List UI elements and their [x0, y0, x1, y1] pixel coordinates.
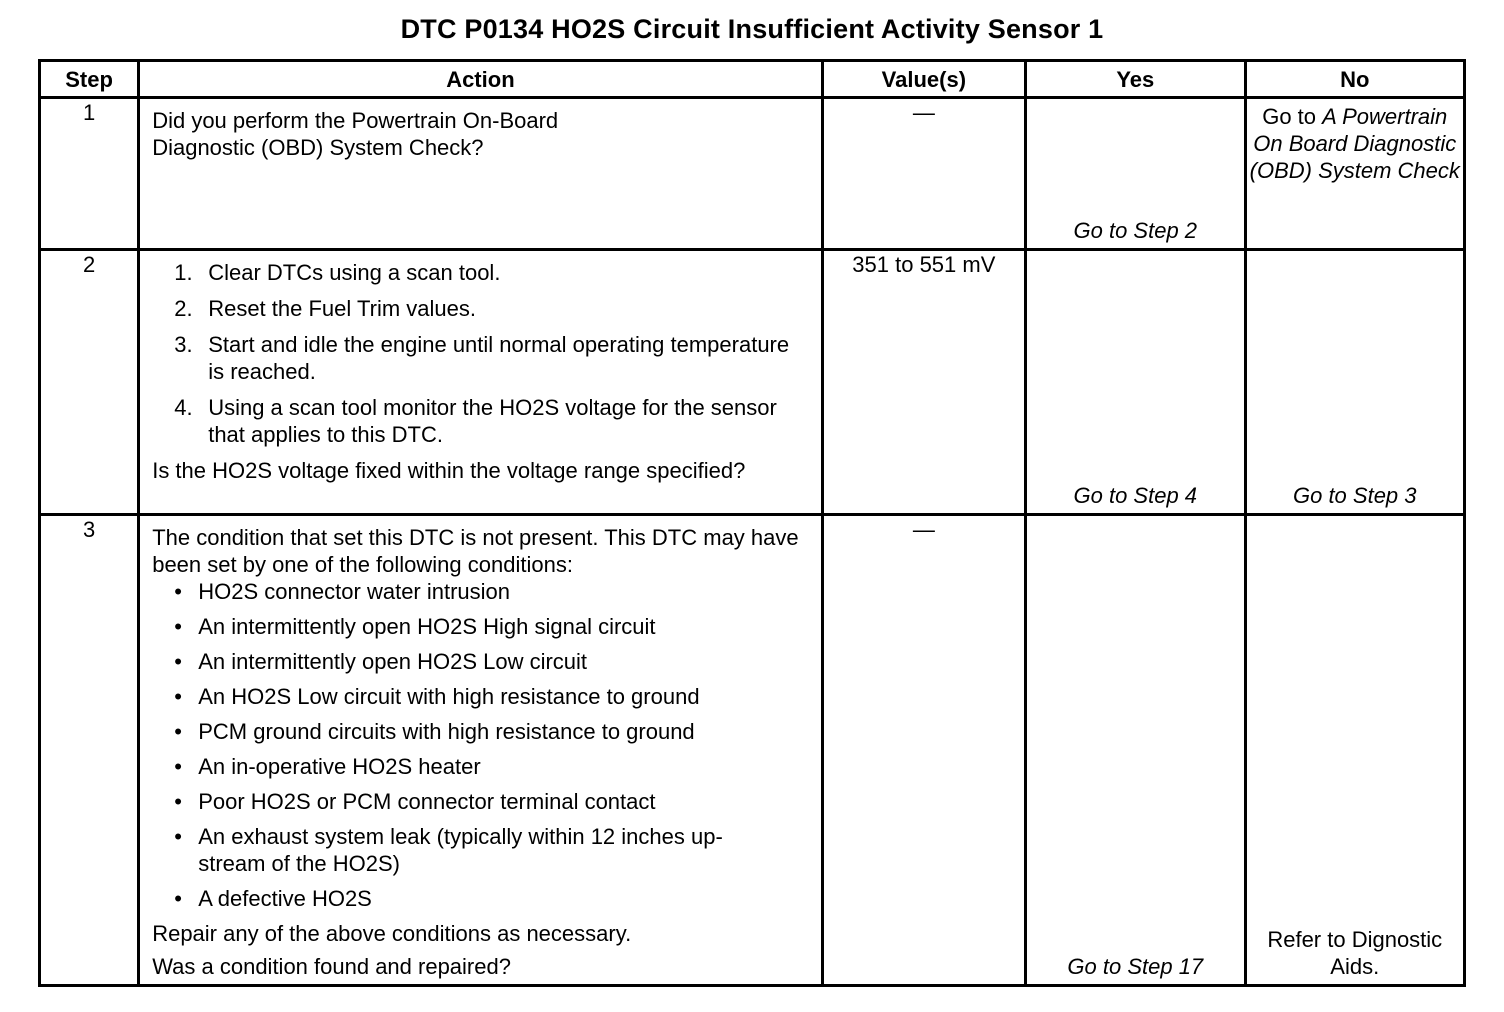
no-link[interactable]: [1247, 103, 1463, 184]
step-number: 2: [40, 250, 139, 515]
action-question: Was a condition found and repaired?: [152, 954, 511, 979]
header-step: Step: [40, 61, 139, 98]
action-cell: [139, 250, 822, 515]
value-cell: 351 to 551 mV: [822, 250, 1025, 515]
list-item: 1. Clear DTCs using a scan tool.: [174, 260, 501, 285]
no-reference[interactable]: Refer to Dignostic Aids.: [1267, 927, 1443, 979]
action-text: Did you perform the Powertrain On-Board Diagnostic (OBD) System Check?: [152, 108, 559, 160]
list-item: • HO2S connector water intrusion: [152, 578, 810, 605]
table-row: [40, 98, 1465, 250]
table-row: [40, 250, 1465, 515]
list-item: • An exhaust system leak (typically within 12 inches up-stream of the HO2S): [152, 823, 810, 877]
list-item: • An intermittently open HO2S High signal circuit: [152, 613, 810, 640]
list-item: • A defective HO2S: [152, 885, 810, 912]
yes-link[interactable]: Go to Step 4: [1073, 483, 1198, 508]
list-item: • PCM ground circuits with high resistance to ground: [152, 718, 810, 745]
yes-cell: [1026, 250, 1245, 515]
list-item: • An HO2S Low circuit with high resistance to ground: [152, 683, 810, 710]
step-number: 1: [40, 98, 139, 250]
procedure-list: [152, 259, 810, 448]
table-header-row: [40, 61, 1465, 98]
action-cell: [139, 98, 822, 250]
no-cell: [1245, 250, 1464, 515]
list-item: • An intermittently open HO2S Low circuit: [152, 648, 810, 675]
header-no: No: [1245, 61, 1464, 98]
value-cell: —: [822, 98, 1025, 250]
no-cell: [1245, 98, 1464, 250]
list-item: 2. Reset the Fuel Trim values.: [174, 296, 476, 321]
condition-list: [152, 578, 810, 912]
page-title: DTC P0134 HO2S Circuit Insufficient Activity Sensor 1: [400, 14, 1104, 44]
list-item: • Poor HO2S or PCM connector terminal contact: [152, 788, 810, 815]
no-cell: [1245, 515, 1464, 986]
value-cell: —: [822, 515, 1025, 986]
table-row: [40, 515, 1465, 986]
action-question: Is the HO2S voltage fixed within the voltage range specified?: [152, 458, 746, 483]
header-values: Value(s): [822, 61, 1025, 98]
list-item: • An in-operative HO2S heater: [152, 753, 810, 780]
diagnostic-table: [38, 59, 1466, 987]
no-link[interactable]: Go to Step 3: [1292, 483, 1417, 508]
header-yes: Yes: [1026, 61, 1245, 98]
no-prefix: Go to: [1262, 104, 1317, 129]
action-repair-note: Repair any of the above conditions as necessary.: [152, 921, 632, 946]
no-link-title: A Powertrain On Board Diagnostic (OBD) System Check: [1249, 104, 1460, 183]
yes-cell: [1026, 515, 1245, 986]
step-number: 3: [40, 515, 139, 986]
yes-link[interactable]: Go to Step 17: [1067, 954, 1204, 979]
action-cell: [139, 515, 822, 986]
action-intro: The condition that set this DTC is not present. This DTC may have been set by one of the following conditions:: [152, 525, 799, 577]
list-item: 4. Using a scan tool monitor the HO2S voltage for the sensor that applies to this DTC.: [174, 395, 777, 447]
yes-link[interactable]: Go to Step 2: [1073, 218, 1198, 243]
list-item: 3. Start and idle the engine until normal operating temperature is reached.: [174, 332, 790, 384]
yes-cell: [1026, 98, 1245, 250]
header-action: Action: [139, 61, 822, 98]
